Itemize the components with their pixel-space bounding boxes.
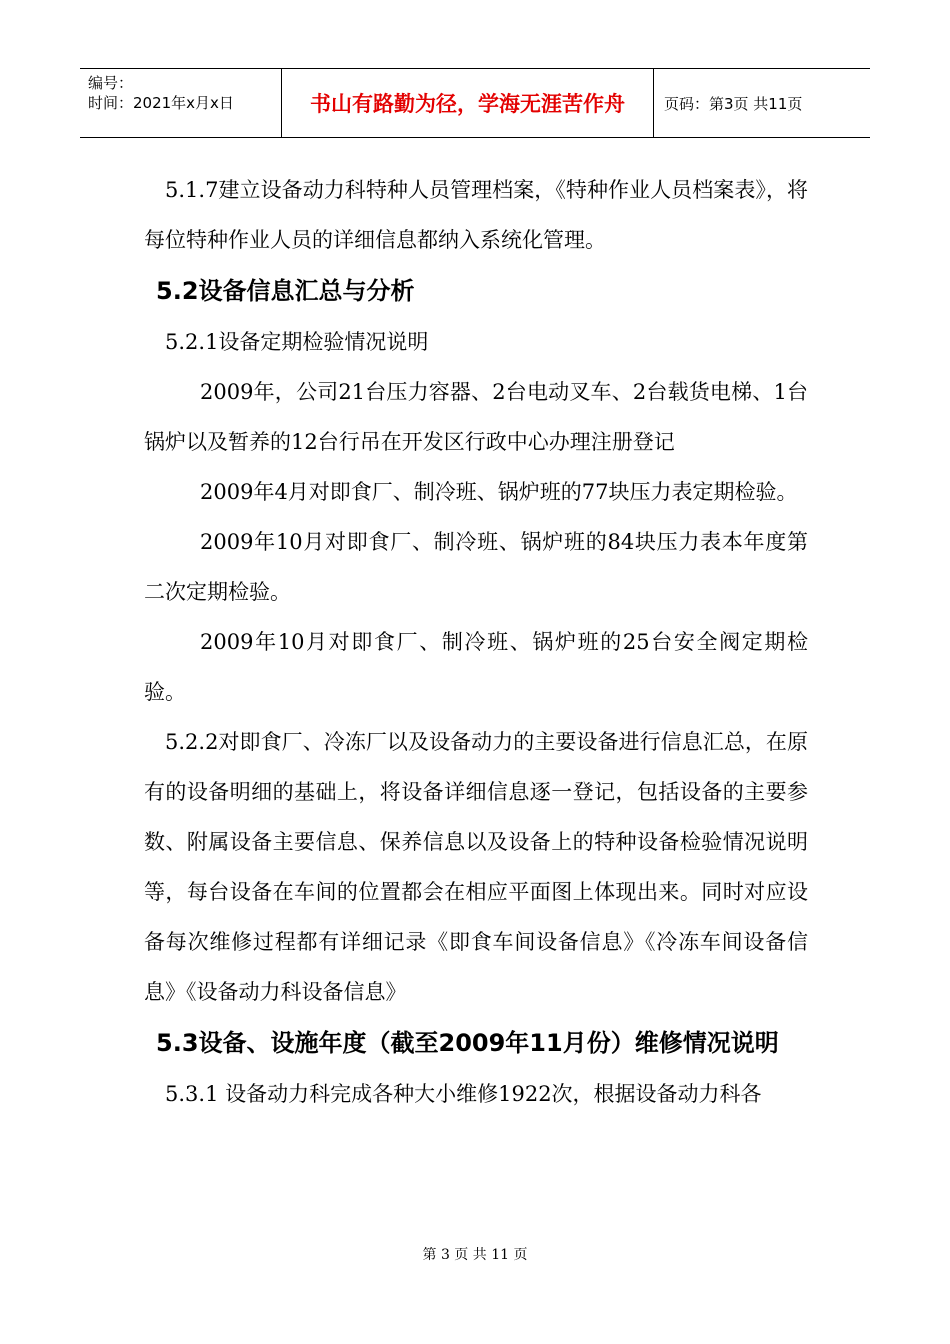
heading-5-2: 5.2设备信息汇总与分析 <box>156 277 415 305</box>
heading-5-2-1: 5.2.1设备定期检验情况说明 <box>165 330 429 354</box>
page-footer: 第 3 页 共 11 页 <box>422 1247 528 1263</box>
header-motto: 书山有路勤为径，学海无涯苦作舟 <box>282 69 654 137</box>
paragraph-5-1-7: 5.1.7建立设备动力科特种人员管理档案，《特种作业人员档案表》，将每位特种作业人员的详细信息都纳入系统化管理。 <box>144 178 808 252</box>
paragraph-october-gauges: 2009年10月对即食厂、制冷班、锅炉班的84块压力表本年度第二次定期检验。 <box>144 530 808 604</box>
paragraph-5-3-1: 5.3.1 设备动力科完成各种大小维修1922次，根据设备动力科各 <box>165 1082 762 1106</box>
header-page-info: 页码：第3页 共11页 <box>664 94 803 113</box>
doc-number-label: 编号： <box>88 74 134 92</box>
page-header <box>80 68 870 138</box>
heading-5-3: 5.3设备、设施年度（截至2009年11月份）维修情况说明 <box>156 1029 779 1057</box>
paragraph-5-2-2: 5.2.2对即食厂、冷冻厂以及设备动力的主要设备进行信息汇总，在原有的设备明细的基础上，将设备详细信息逐一登记，包括设备的主要参数、附属设备主要信息、保养信息以及设备上的特种设备检验情况说明等，每台设备在车间的位置都会在相应平面图上体现出来。同时对应设备每次维修过程都有详细记录《即食车间设备信息》《冷冻车间设备信息》《设备动力科设备信息》 <box>144 730 808 1004</box>
header-meta <box>80 69 282 137</box>
paragraph-october-valves: 2009年10月对即食厂、制冷班、锅炉班的25台安全阀定期检验。 <box>144 630 808 704</box>
document-body <box>144 165 808 1119</box>
paragraph-registration: 2009年，公司21台压力容器、2台电动叉车、2台载货电梯、1台锅炉以及暂养的12台行吊在开发区行政中心办理注册登记 <box>144 380 808 454</box>
paragraph-april-inspection: 2009年4月对即食厂、制冷班、锅炉班的77块压力表定期检验。 <box>200 480 798 504</box>
doc-time-label: 时间：2021年x月x日 <box>88 94 234 112</box>
